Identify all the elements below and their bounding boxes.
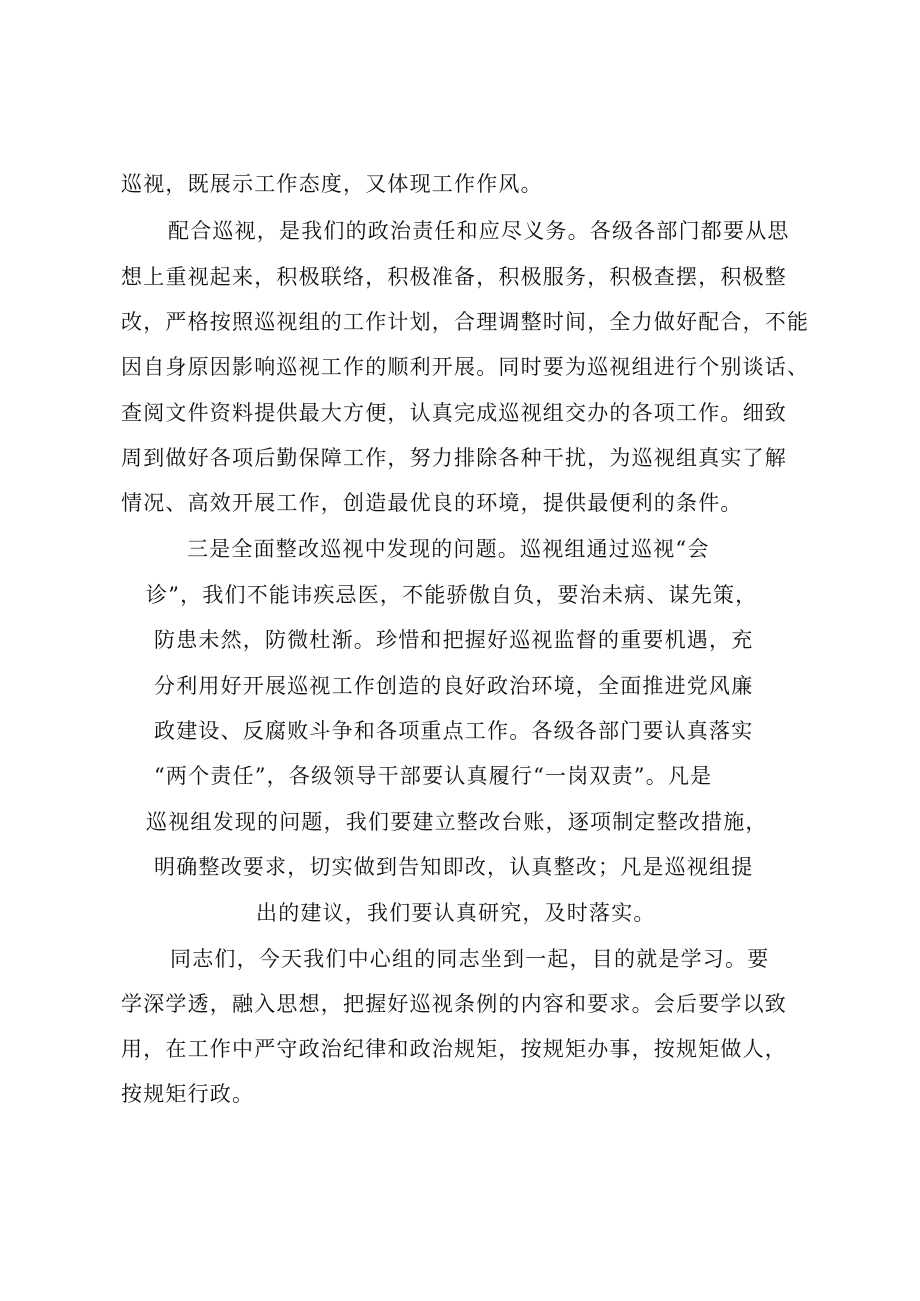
paragraph-2-line-3: 改，严格按照巡视组的工作计划，合理调整时间，全力做好配合，不能 bbox=[121, 310, 810, 334]
paragraph-3-line-6: “两个责任”，各级领导干部要认真履行“一岗双责”。凡是 bbox=[154, 764, 713, 788]
paragraph-3-line-4: 分利用好开展巡视工作创造的良好政治环境，全面推进党风廉 bbox=[154, 674, 754, 698]
paragraph-2-line-7: 情况、高效开展工作，创造最优良的环境，提供最便利的条件。 bbox=[121, 491, 743, 515]
paragraph-4-line-1: 同志们，今天我们中心组的同志坐到一起，目的就是学习。要 bbox=[170, 947, 770, 971]
paragraph-4-line-2: 学深学透，融入思想，把握好巡视条例的内容和要求。会后要学以致 bbox=[121, 992, 787, 1016]
paragraph-2-line-5: 查阅文件资料提供最大方便，认真完成巡视组交办的各项工作。细致 bbox=[121, 401, 787, 425]
paragraph-2-line-1: 配合巡视，是我们的政治责任和应尽义务。各级各部门都要从思 bbox=[168, 219, 790, 243]
paragraph-3-line-3: 防患未然，防微杜渐。珍惜和把握好巡视监督的重要机遇，充 bbox=[154, 628, 754, 652]
paragraph-3-line-9: 出的建议，我们要认真研究，及时落实。 bbox=[256, 901, 656, 925]
paragraph-4-line-4: 按规矩行政。 bbox=[121, 1082, 255, 1106]
paragraph-3-line-2: 诊”，我们不能讳疾忌医，不能骄傲自负，要治未病、谋先策， bbox=[146, 583, 758, 607]
paragraph-3-line-1: 三是全面整改巡视中发现的问题。巡视组通过巡视“会 bbox=[187, 537, 710, 561]
paragraph-2-line-4: 因自身原因影响巡视工作的顺利开展。同时要为巡视组进行个别谈话、 bbox=[121, 355, 810, 379]
paragraph-1-line-1: 巡视，既展示工作态度，又体现工作作风。 bbox=[121, 172, 543, 196]
paragraph-3-line-7: 巡视组发现的问题，我们要建立整改台账，逐项制定整改措施， bbox=[146, 810, 768, 834]
paragraph-4-line-3: 用，在工作中严守政治纪律和政治规矩，按规矩办事，按规矩做人， bbox=[121, 1037, 787, 1061]
paragraph-3-line-8: 明确整改要求，切实做到告知即改，认真整改；凡是巡视组提 bbox=[154, 855, 754, 879]
paragraph-2-line-6: 周到做好各项后勤保障工作，努力排除各种干扰，为巡视组真实了解 bbox=[121, 446, 787, 470]
paragraph-2-line-2: 想上重视起来，积极联络，积极准备，积极服务，积极查摆，积极整 bbox=[121, 265, 787, 289]
paragraph-3-line-5: 政建设、反腐败斗争和各项重点工作。各级各部门要认真落实 bbox=[154, 719, 754, 743]
